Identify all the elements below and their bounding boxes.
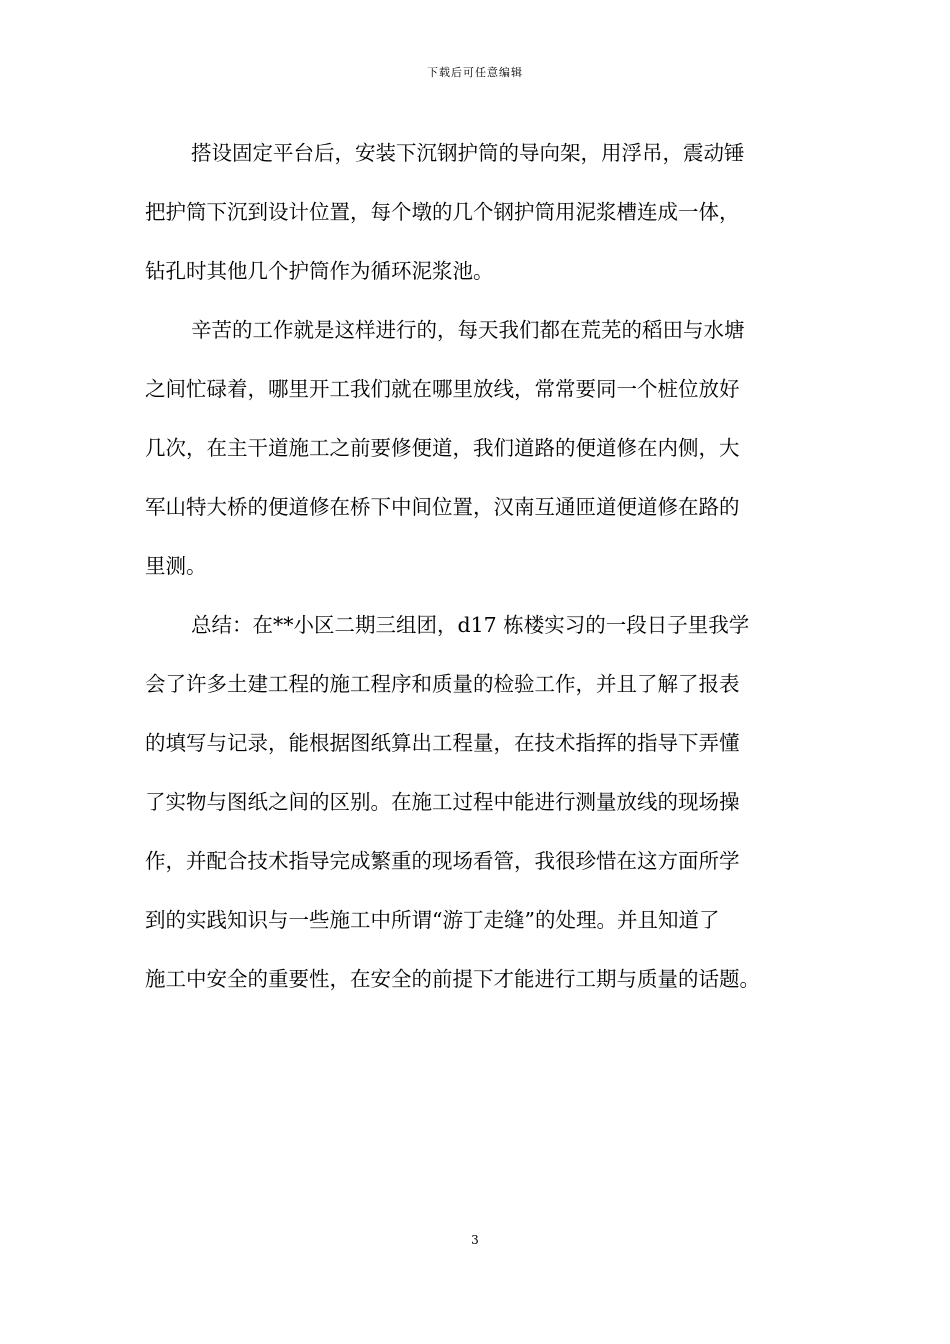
text-line: 会了许多土建工程的施工程序和质量的检验工作，并且了解了报表 [145,672,740,696]
text-line: 了实物与图纸之间的区别。在施工过程中能进行测量放线的现场操 [145,790,740,814]
text-line: 辛苦的工作就是这样进行的，每天我们都在荒芜的稻田与水塘 [191,318,745,342]
document-body [145,130,810,1015]
text-line: 总结：在**小区二期三组团，d17 栋楼实习的一段日子里我学 [191,613,750,637]
page-number: 3 [471,1233,479,1247]
text-line: 几次，在主干道施工之前要修便道，我们道路的便道修在内侧，大 [145,436,740,460]
text-line: 搭设固定平台后，安装下沉钢护筒的导向架，用浮吊，震动锤 [191,141,745,165]
text-line: 的填写与记录，能根据图纸算出工程量，在技术指挥的指导下弄懂 [145,731,740,755]
text-line: 里测。 [145,554,207,578]
text-line: 之间忙碌着，哪里开工我们就在哪里放线，常常要同一个桩位放好 [145,377,740,401]
text-line: 把护筒下沉到设计位置，每个墩的几个钢护筒用泥浆槽连成一体， [145,200,740,224]
text-line: 作，并配合技术指导完成繁重的现场看管，我很珍惜在这方面所学 [145,849,740,873]
text-line: 施工中安全的重要性，在安全的前提下才能进行工期与质量的话题。 [145,967,760,991]
page-header: 下载后可任意编辑 [427,66,523,79]
text-line: 到的实践知识与一些施工中所谓“游丁走缝”的处理。并且知道了 [145,908,720,932]
text-line: 钻孔时其他几个护筒作为循环泥浆池。 [145,259,494,283]
text-line: 军山特大桥的便道修在桥下中间位置，汉南互通匝道便道修在路的 [145,495,740,519]
